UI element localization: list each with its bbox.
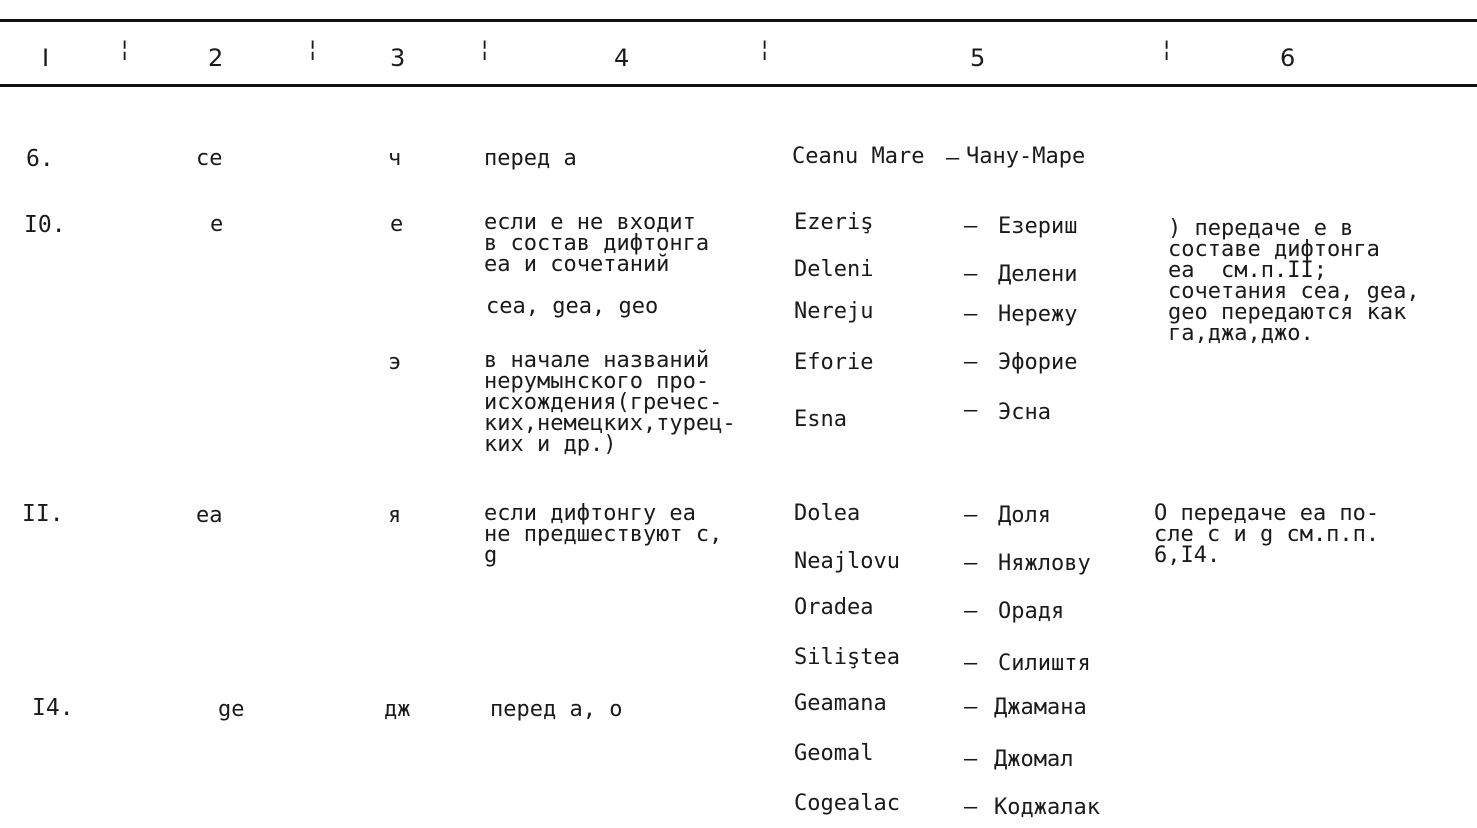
example-result: Езериш [998,214,1078,239]
condition-text: если е не входит в состав дифтонга ea и сочетаний [484,210,710,277]
example-result: Чану-Маре [966,144,1086,169]
column-header-6: 6 [1280,44,1296,72]
example-source: Oradea [794,595,874,620]
example-source: Neajlovu [794,549,900,574]
cyrillic-letters: я [388,503,402,528]
column-header-1: I [42,44,50,72]
cyrillic-letters: дж [384,697,411,722]
example-source: Cogealac [794,791,900,816]
example-dash: – [964,551,978,576]
example-result: Делени [998,262,1078,287]
row-number: 6. [26,146,54,172]
example-source: Siliştea [794,645,900,670]
column-separator: ¦ [758,37,772,62]
column-header-4: 4 [614,44,630,72]
note-text: ) передаче е в составе дифтонга ea см.п.II; сочетания cea, gea, geo передаются как га,джа,джо. [1168,216,1420,346]
latin-letters: ea [196,503,223,528]
example-source: Geamana [794,691,887,716]
example-result: Няжлову [998,551,1091,576]
condition-text: перед a [484,146,577,171]
example-dash: – [964,302,978,327]
example-dash: – [964,262,978,287]
column-header-2: 2 [208,44,224,72]
column-separator: ¦ [478,37,492,62]
example-dash: – [964,795,978,820]
example-result: Эфорие [998,350,1078,375]
example-source: Geomal [794,741,874,766]
column-separator: ¦ [306,37,320,62]
cyrillic-letters: э [388,350,402,375]
condition-text: если дифтонгу ea не предшествуют c, g [484,501,723,568]
example-dash: – [964,695,978,720]
example-source: Nereju [794,299,874,324]
latin-letters: ce [196,146,223,171]
example-dash: – [964,503,978,528]
example-source: Esna [794,407,847,432]
example-dash: – [964,350,978,375]
cyrillic-letters: ч [388,146,402,171]
example-dash: – [964,398,978,423]
condition-text: в начале названий нерумынского про- исхождения(гречес- ких,немецких,турец- ких и др.) [484,348,736,457]
row-number: I0. [24,212,66,238]
column-separator: ¦ [1160,37,1174,62]
example-dash: – [964,599,978,624]
example-source: Ceanu Mare [792,144,925,169]
condition-extra: cea, gea, geo [486,294,659,319]
example-source: Deleni [794,257,874,282]
example-result: Орадя [998,599,1065,624]
row-number: II. [22,501,64,527]
example-source: Dolea [794,501,861,526]
column-header-5: 5 [970,44,986,72]
example-dash: – [964,214,978,239]
example-result: Силиштя [998,651,1091,676]
row-number: I4. [32,695,74,721]
example-dash: – [964,747,978,772]
cyrillic-letters: е [390,212,404,237]
latin-letters: e [210,212,224,237]
note-text: О передаче ea по- сле c и g см.п.п. 6,I4. [1154,501,1380,568]
example-result: Доля [998,503,1051,528]
example-source: Ezeriş [794,210,874,235]
example-result: Эсна [998,400,1051,425]
example-result: Коджалак [994,795,1100,820]
example-dash: – [964,651,978,676]
example-source: Eforie [794,350,874,375]
example-result: Джамана [994,695,1087,720]
latin-letters: ge [218,697,245,722]
example-dash: – [946,146,960,171]
condition-text: перед a, o [490,697,623,722]
table-top-rule [0,19,1477,22]
column-separator: ¦ [118,37,132,62]
column-header-3: 3 [390,44,406,72]
example-result: Джомал [994,747,1074,772]
example-result: Нережу [998,302,1078,327]
table-header-rule [0,84,1477,87]
